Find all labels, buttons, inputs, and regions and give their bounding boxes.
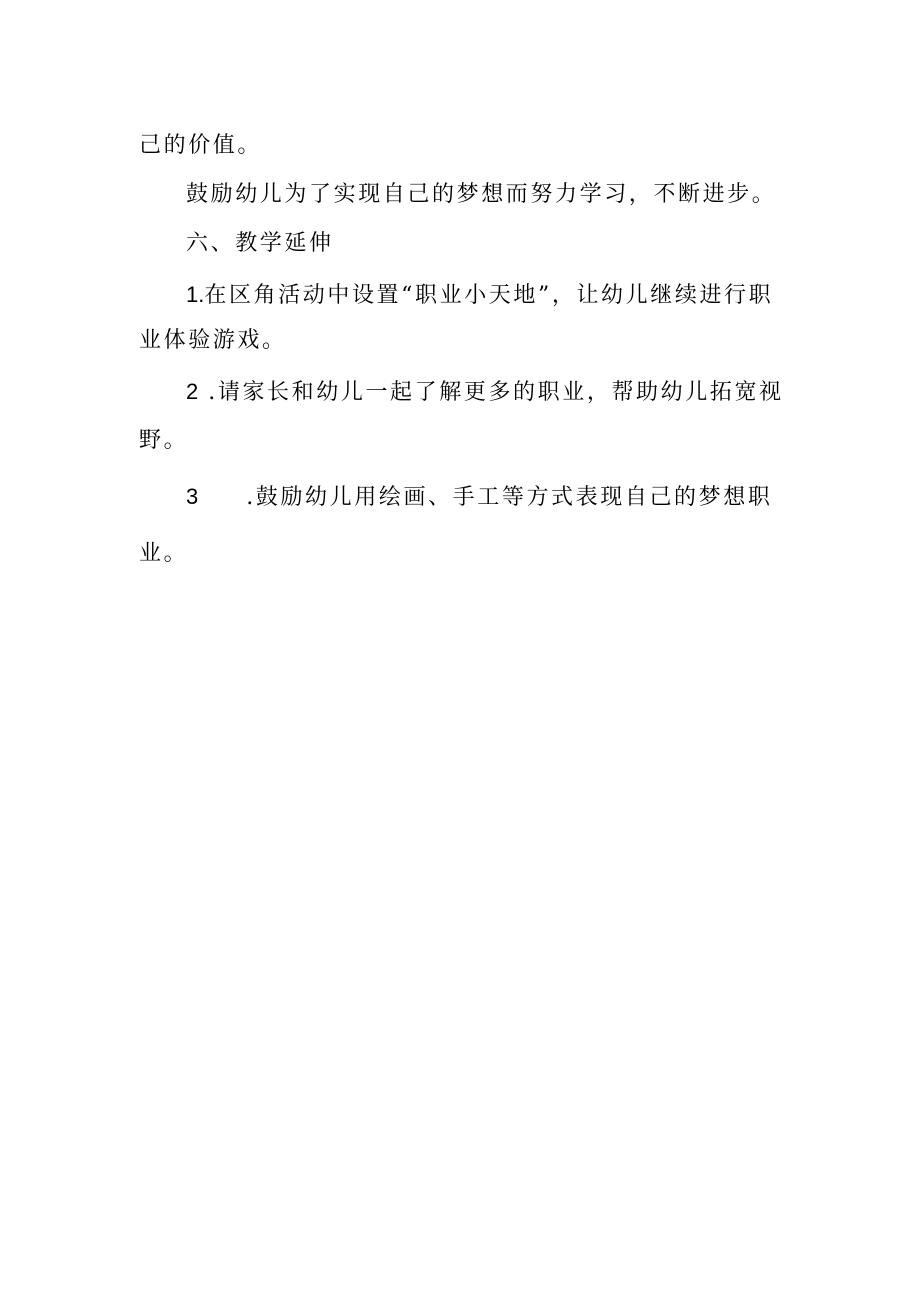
- text-line-value-end: 己的价值。: [139, 133, 263, 158]
- list-item-3-text: .鼓励幼儿用绘画、手工等方式表现自己的梦想职: [246, 485, 773, 510]
- list-item-1-number: 1.: [186, 282, 205, 307]
- list-item-1-text: 在区角活动中设置“职业小天地”，让幼儿继续进行职: [204, 283, 774, 308]
- heading-text: 六、教学延伸: [186, 231, 334, 256]
- list-item-2-cont-text: 野。: [139, 428, 189, 453]
- list-item-1-continuation: [139, 326, 287, 356]
- section-heading: [186, 229, 334, 259]
- list-item-1-cont-text: 业体验游戏。: [139, 328, 287, 353]
- list-item-3: [186, 482, 772, 513]
- text-encourage: 鼓励幼儿为了实现自己的梦想而努力学习，不断进步。: [186, 182, 777, 207]
- list-item-2-text: .请家长和幼儿一起了解更多的职业，帮助幼儿拓宽视: [208, 380, 784, 405]
- paragraph-encourage: [186, 180, 776, 210]
- list-item-3-cont-text: 业。: [139, 541, 189, 566]
- list-item-1: [186, 280, 773, 311]
- list-item-2-number: 2: [186, 379, 199, 404]
- paragraph-line: [139, 131, 262, 161]
- list-item-3-number: 3: [186, 484, 199, 509]
- list-item-2-continuation: [139, 426, 188, 456]
- list-item-2: [186, 377, 784, 408]
- list-item-3-continuation: [139, 539, 188, 569]
